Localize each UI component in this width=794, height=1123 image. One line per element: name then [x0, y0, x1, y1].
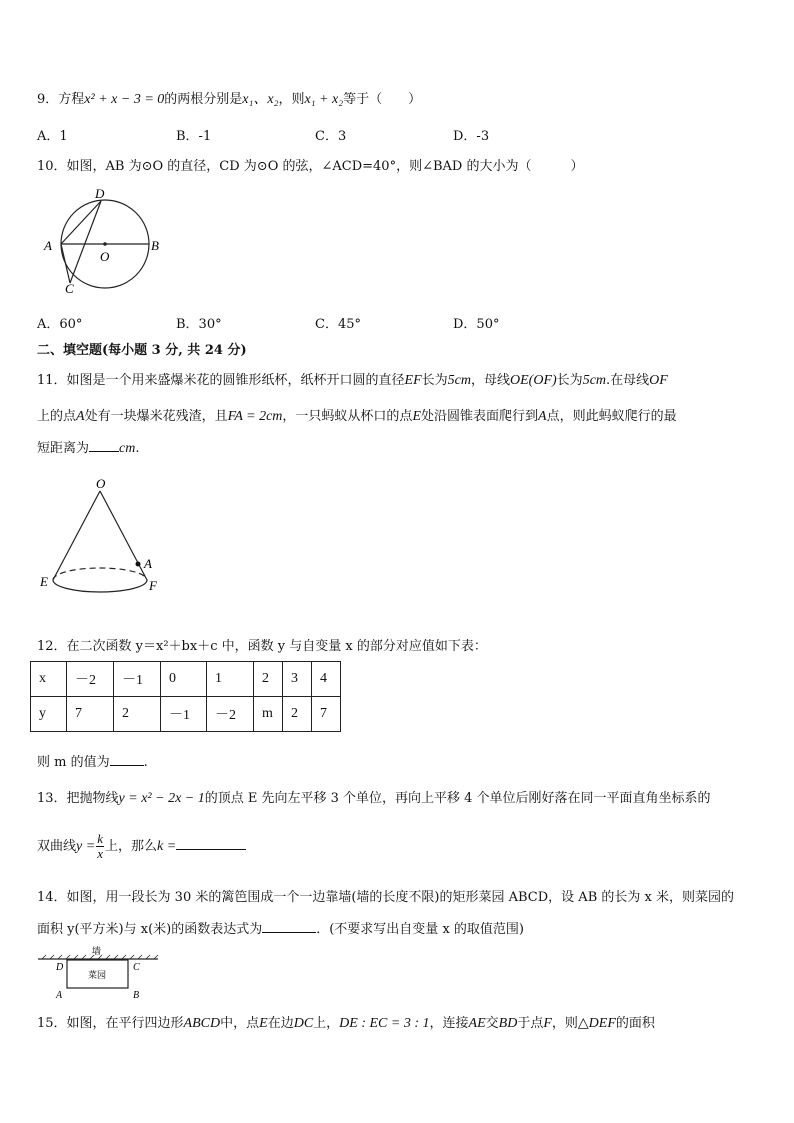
fraction-numerator: k — [97, 831, 103, 846]
q11-length: 5cm — [447, 373, 471, 388]
table-cell: －1 — [161, 697, 207, 732]
label-c: C — [133, 962, 140, 973]
q9-text-b: 的两根分别是 — [164, 92, 243, 107]
q13-parabola: y = x² − 2x − 1 — [118, 791, 205, 806]
q11-text: 处有一块爆米花残渣，且 — [84, 409, 228, 424]
label-e: E — [40, 574, 48, 589]
q15-text: 交 — [485, 1016, 499, 1031]
q13-text: 上，那么 — [104, 839, 157, 854]
label-o: O — [96, 476, 106, 491]
q11-text: 上的点 — [37, 409, 77, 424]
q12-answer-line — [37, 751, 148, 770]
q15-ae: AE — [468, 1016, 486, 1031]
table-cell: m — [254, 697, 283, 732]
q11-line1 — [37, 369, 668, 389]
q12-text: 则 m 的值为 — [37, 755, 110, 770]
chord-cd — [70, 201, 101, 283]
q10-option-d: D．50° — [453, 317, 500, 332]
table-cell: 7 — [312, 697, 341, 732]
label-o: O — [100, 249, 110, 264]
q11-text: 短距离为 — [37, 441, 90, 456]
table-cell: 1 — [207, 662, 254, 697]
q10-circle-figure — [38, 183, 168, 298]
q11-unit: cm — [119, 441, 136, 456]
q15-line1 — [37, 1012, 655, 1032]
label-b: B — [151, 238, 159, 253]
q15-triangle: △DEF — [577, 1016, 616, 1031]
label-d: D — [95, 186, 105, 201]
segment-ac — [61, 244, 70, 283]
q13-line1 — [37, 787, 711, 807]
q15-text: 中，点 — [220, 1016, 260, 1031]
q11-line3 — [37, 437, 139, 457]
q11-length: 5cm — [582, 373, 607, 388]
q13-k-eq: k = — [156, 839, 177, 854]
q13-y-eq: y = — [76, 839, 96, 854]
q11-cone-figure — [35, 475, 170, 605]
label-f: F — [149, 578, 157, 593]
q13-line2 — [37, 832, 246, 861]
q15-text: 的面积 — [615, 1016, 655, 1031]
q12-stem: 12．在二次函数 y＝x²＋bx＋c 中，函数 y 与自变量 x 的部分对应值如下表： — [37, 639, 487, 654]
q9-option-a: A．1 — [37, 129, 68, 144]
q11-text: 处沿圆锥表面爬行到 — [421, 409, 539, 424]
q11-text: 长为 — [556, 373, 583, 388]
q11-text: . — [135, 441, 140, 456]
q11-line2 — [37, 405, 677, 425]
q9-stem — [37, 88, 421, 108]
answer-blank[interactable] — [110, 753, 144, 766]
q11-point-e: E — [412, 409, 421, 424]
q15-abcd: ABCD — [183, 1016, 221, 1031]
q9-option-d: D．-3 — [453, 129, 490, 144]
point-a — [136, 562, 141, 567]
q15-point-f: F — [543, 1016, 552, 1031]
q15-ratio: DE : EC = 3 : 1 — [339, 1016, 430, 1031]
cone-edge-of — [100, 491, 147, 580]
cone-back-arc — [53, 568, 147, 580]
table-cell: 7 — [67, 697, 114, 732]
table-cell: 4 — [312, 662, 341, 697]
q15-bd: BD — [498, 1016, 518, 1031]
q14-text: ．(不要求写出自变量 x 的取值范围) — [316, 922, 524, 937]
q9-roots: x₁、x₂ — [242, 92, 279, 107]
label-wall: 墙 — [92, 946, 102, 956]
table-cell: －2 — [207, 697, 254, 732]
table-cell: －2 — [67, 662, 114, 697]
q13-text: 13．把抛物线 — [37, 791, 119, 806]
q11-text: 11．如图是一个用来盛爆米花的圆锥形纸杯，纸杯开口圆的直径 — [37, 373, 405, 388]
q9-number: 9． — [37, 92, 59, 107]
q9-text-a: 方程 — [58, 92, 85, 107]
label-d: D — [56, 962, 64, 973]
q15-text: 15．如图，在平行四边形 — [37, 1016, 184, 1031]
q11-text: .在母线 — [606, 373, 650, 388]
q14-text: 面积 y(平方米)与 x(米)的函数表达式为 — [37, 922, 263, 937]
table-cell: 0 — [161, 662, 207, 697]
q13-text: 的顶点 E 先向左平移 3 个单位，再向上平移 4 个单位后刚好落在同一平面直角坐标系的 — [204, 791, 711, 806]
label-a: A — [144, 556, 152, 571]
cone-edge-oe — [53, 491, 100, 580]
q15-dc: DC — [293, 1016, 314, 1031]
label-a: A — [44, 238, 52, 253]
label-b: B — [133, 990, 140, 1000]
q10-option-a: A．60° — [37, 317, 83, 332]
q15-point-e: E — [259, 1016, 268, 1031]
q12-text: . — [143, 755, 148, 770]
q12-value-table — [30, 661, 341, 732]
table-cell: 2 — [254, 662, 283, 697]
q14-line1: 14．如图，用一段长为 30 米的篱笆围成一个一边靠墙(墙的长度不限)的矩形菜园 ABCD，设 AB 的长为 x 米，则菜园的 — [37, 890, 734, 905]
q11-point-a: A — [76, 409, 85, 424]
table-cell: 2 — [114, 697, 161, 732]
q10-option-c: C．45° — [315, 317, 361, 332]
center-point — [103, 242, 107, 246]
q11-text: ，一只蚂蚁从杯口的点 — [282, 409, 413, 424]
table-cell: x — [31, 662, 67, 697]
q15-text: ，则 — [551, 1016, 578, 1031]
q9-option-b: B．-1 — [176, 129, 212, 144]
table-row — [31, 662, 341, 697]
table-cell: y — [31, 697, 67, 732]
q10-stem: 10．如图，AB 为⊙O 的直径，CD 为⊙O 的弦，∠ACD=40°，则∠BAD 的大小为（ ） — [37, 159, 584, 174]
q15-text: 在边 — [267, 1016, 294, 1031]
q13-fraction — [96, 832, 104, 861]
fraction-denominator: x — [97, 846, 103, 861]
q11-fa: FA = 2cm — [227, 409, 283, 424]
q11-of: OF — [649, 373, 668, 388]
table-cell: 2 — [283, 697, 312, 732]
table-cell: 3 — [283, 662, 312, 697]
q9-equation: x² + x − 3 = 0 — [84, 92, 165, 107]
q10-option-b: B．30° — [176, 317, 222, 332]
q15-text: 于点 — [517, 1016, 544, 1031]
label-garden: 菜园 — [88, 970, 107, 980]
q14-garden-figure — [36, 944, 162, 1000]
q13-text: 双曲线 — [37, 839, 77, 854]
section-heading: 二、填空题(每小题 3 分, 共 24 分) — [37, 343, 247, 358]
q11-text: 长为 — [421, 373, 448, 388]
q11-ef: EF — [404, 373, 422, 388]
q11-text: 点，则此蚂蚁爬行的最 — [546, 409, 677, 424]
table-row — [31, 697, 341, 732]
answer-blank[interactable] — [262, 920, 316, 933]
q14-line2 — [37, 918, 524, 937]
answer-blank[interactable] — [89, 439, 119, 452]
q9-option-c: C．3 — [315, 129, 347, 144]
q9-text-d: 等于（ ） — [343, 92, 422, 107]
q9-sum: x₁ + x₂ — [304, 92, 344, 107]
label-a: A — [56, 990, 63, 1000]
q11-point-a: A — [538, 409, 547, 424]
q11-text: ，母线 — [471, 373, 511, 388]
q11-generatrix: OE(OF) — [510, 373, 557, 388]
cone-front-arc — [53, 580, 147, 592]
answer-blank[interactable] — [176, 837, 246, 850]
label-c: C — [65, 281, 74, 296]
table-cell: －1 — [114, 662, 161, 697]
q15-text: 上， — [313, 1016, 340, 1031]
q9-text-c: ，则 — [278, 92, 305, 107]
q15-text: ，连接 — [429, 1016, 469, 1031]
